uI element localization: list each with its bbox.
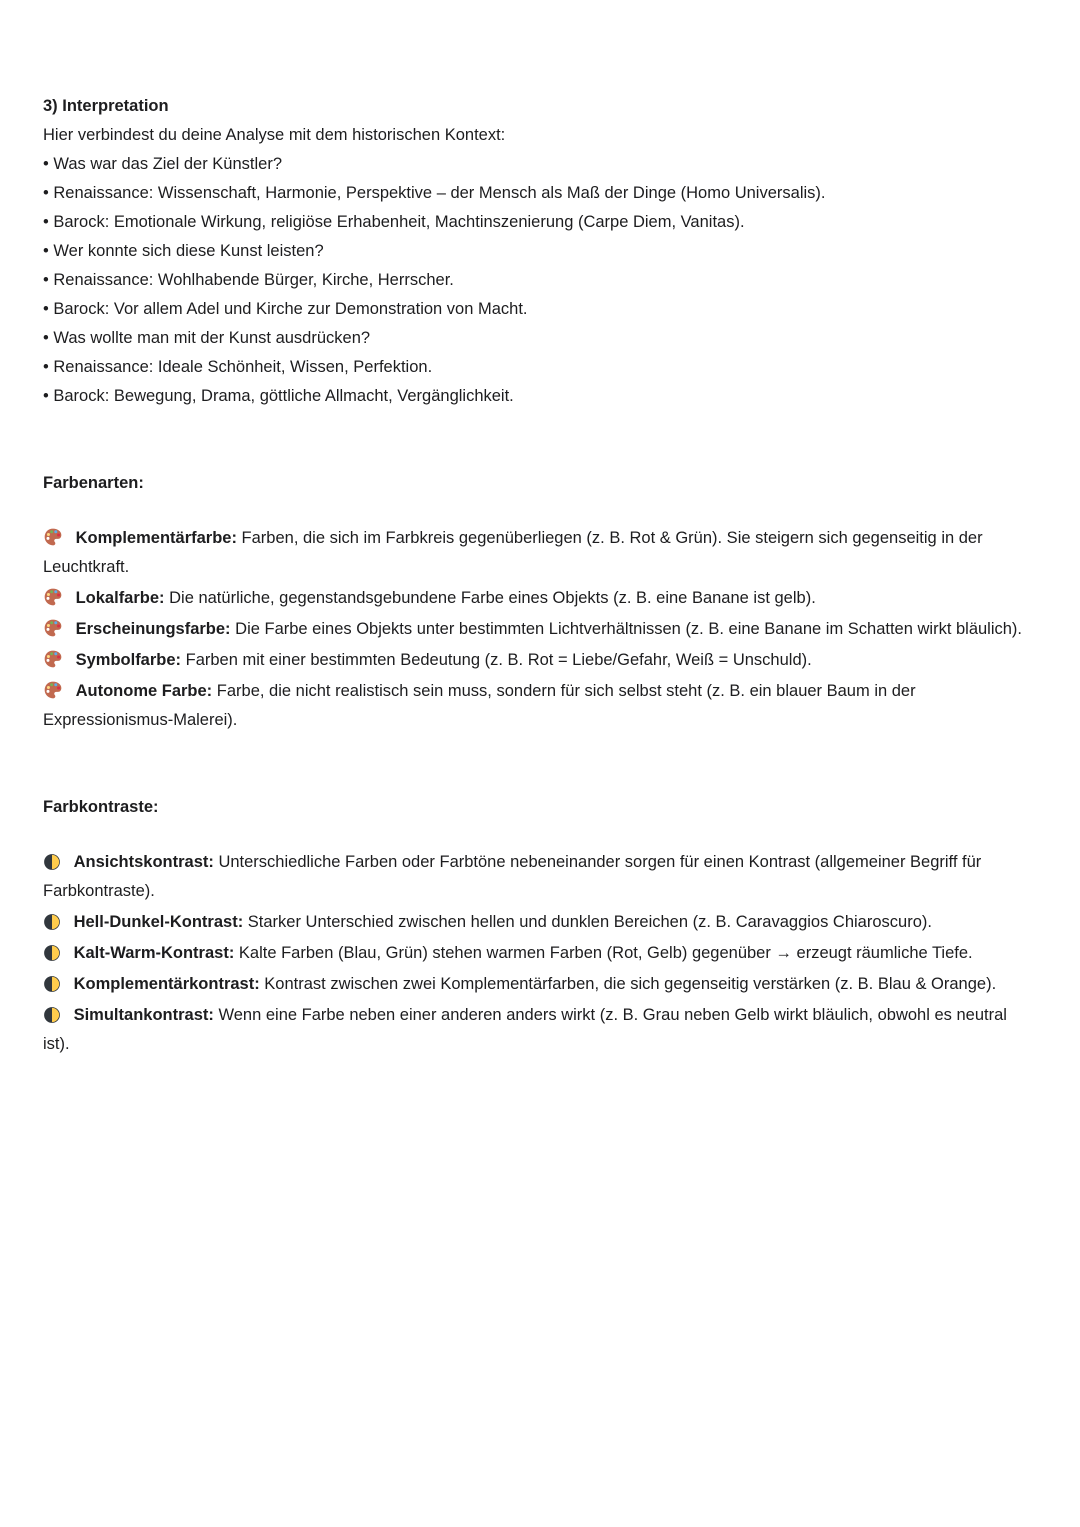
interpretation-bullet: • Barock: Bewegung, Drama, göttliche Allmacht, Vergänglichkeit. bbox=[43, 387, 514, 405]
interpretation-bullet: • Wer konnte sich diese Kunst leisten? bbox=[43, 242, 324, 260]
palette-icon bbox=[43, 680, 63, 700]
farbkontraste-item: Simultankontrast: Wenn eine Farbe neben einer anderen anders wirkt (z. B. Grau neben Gelb wirkt bläulich, obwohl es neutral ist). bbox=[43, 1006, 1007, 1053]
interpretation-heading: 3) Interpretation bbox=[43, 97, 169, 115]
term-label: Hell-Dunkel-Kontrast: bbox=[73, 913, 244, 931]
interpretation-bullet: • Barock: Vor allem Adel und Kirche zur Demonstration von Macht. bbox=[43, 300, 528, 318]
interpretation-bullet: • Renaissance: Wissenschaft, Harmonie, Perspektive – der Mensch als Maß der Dinge (Homo Universalis). bbox=[43, 184, 826, 202]
farbkontraste-item: Kalt-Warm-Kontrast: Kalte Farben (Blau, Grün) stehen warmen Farben (Rot, Gelb) gegenüber → erzeugt räumliche Tiefe. bbox=[43, 939, 1037, 968]
interpretation-bullet: • Renaissance: Wohlhabende Bürger, Kirche, Herrscher. bbox=[43, 271, 454, 289]
farbenarten-item: Autonome Farbe: Farbe, die nicht realistisch sein muss, sondern für sich selbst steht (z. B. ein blauer Baum in der Expressionismus-Malerei). bbox=[43, 682, 916, 729]
contrast-icon bbox=[43, 913, 61, 931]
palette-icon bbox=[43, 618, 63, 638]
farbkontraste-heading: Farbkontraste: bbox=[43, 798, 159, 816]
term-label: Komplementärfarbe: bbox=[75, 529, 237, 547]
contrast-icon bbox=[43, 1006, 61, 1024]
farbenarten-item: Erscheinungsfarbe: Die Farbe eines Objekts unter bestimmten Lichtverhältnissen (z. B. eine Banane im Schatten wirkt bläulich). bbox=[43, 615, 1037, 644]
contrast-icon bbox=[43, 975, 61, 993]
farbenarten-list bbox=[43, 524, 1037, 735]
interpretation-bullet: • Barock: Emotionale Wirkung, religiöse Erhabenheit, Machtinszenierung (Carpe Diem, Vanitas). bbox=[43, 213, 745, 231]
section-interpretation bbox=[43, 92, 1037, 411]
interpretation-bullet: • Renaissance: Ideale Schönheit, Wissen, Perfektion. bbox=[43, 358, 433, 376]
interpretation-bullet: • Was war das Ziel der Künstler? bbox=[43, 155, 283, 173]
farbkontraste-list bbox=[43, 848, 1037, 1059]
farbkontraste-item: Ansichtskontrast: Unterschiedliche Farben oder Farbtöne nebeneinander sorgen für einen Kontrast (allgemeiner Begriff für Farbkontraste). bbox=[43, 853, 982, 900]
term-label: Lokalfarbe: bbox=[75, 589, 165, 607]
farbenarten-item: Symbolfarbe: Farben mit einer bestimmten Bedeutung (z. B. Rot = Liebe/Gefahr, Weiß = Unschuld). bbox=[43, 646, 1037, 675]
interpretation-bullet: • Was wollte man mit der Kunst ausdrücken? bbox=[43, 329, 371, 347]
section-farbkontraste bbox=[43, 793, 1037, 1059]
section-farbenarten bbox=[43, 469, 1037, 735]
term-label: Kalt-Warm-Kontrast: bbox=[73, 944, 235, 962]
palette-icon bbox=[43, 587, 63, 607]
term-label: Erscheinungsfarbe: bbox=[75, 620, 231, 638]
palette-icon bbox=[43, 527, 63, 547]
palette-icon bbox=[43, 649, 63, 669]
farbkontraste-item: Hell-Dunkel-Kontrast: Starker Unterschied zwischen hellen und dunklen Bereichen (z. B. Caravaggios Chiaroscuro). bbox=[43, 908, 1037, 937]
farbenarten-item: Lokalfarbe: Die natürliche, gegenstandsgebundene Farbe eines Objekts (z. B. eine Banane ist gelb). bbox=[43, 584, 1037, 613]
term-label: Komplementärkontrast: bbox=[73, 975, 260, 993]
interpretation-intro: Hier verbindest du deine Analyse mit dem historischen Kontext: bbox=[43, 126, 506, 144]
term-label: Simultankontrast: bbox=[73, 1006, 214, 1024]
farbenarten-heading: Farbenarten: bbox=[43, 474, 144, 492]
term-label: Autonome Farbe: bbox=[75, 682, 213, 700]
term-label: Ansichtskontrast: bbox=[73, 853, 214, 871]
term-label: Symbolfarbe: bbox=[75, 651, 182, 669]
contrast-icon bbox=[43, 944, 61, 962]
contrast-icon bbox=[43, 853, 61, 871]
interpretation-bullet-list bbox=[43, 150, 1037, 411]
farbenarten-item: Komplementärfarbe: Farben, die sich im Farbkreis gegenüberliegen (z. B. Rot & Grün). Sie steigern sich gegenseitig in der Leuchtkraft. bbox=[43, 529, 983, 576]
farbkontraste-item: Komplementärkontrast: Kontrast zwischen zwei Komplementärfarben, die sich gegenseitig verstärken (z. B. Blau & Orange). bbox=[43, 970, 1037, 999]
